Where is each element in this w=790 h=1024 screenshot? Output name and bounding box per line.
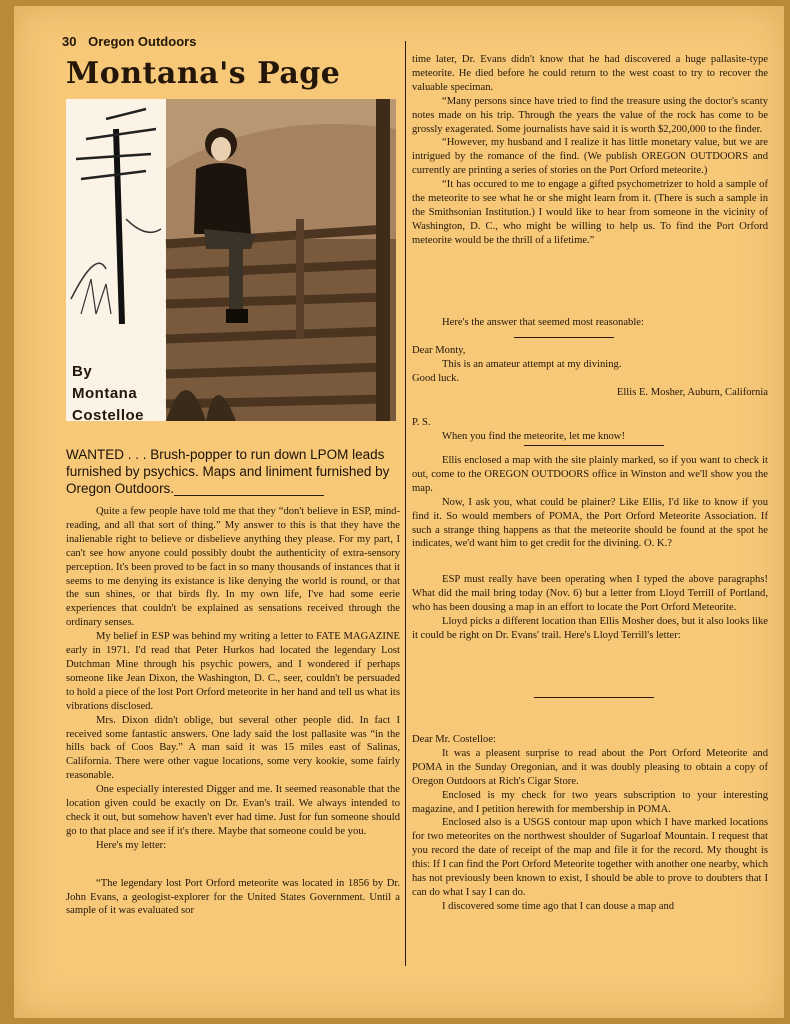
column-separator (405, 41, 406, 966)
lloyd-letter (412, 733, 768, 914)
page-number: 30 (62, 34, 77, 49)
paragraph: “The legendary lost Port Orford meteorite was located in 1856 by Dr. John Evans, a geologist-explorer for the United States Government. Until a sample of it was evaluated sor (66, 877, 400, 917)
paragraph: Enclosed is my check for two years subscription to your interesting magazine, and I petition herewith for membership in POMA. (412, 789, 768, 815)
right-column-esp (412, 573, 768, 643)
paragraph: Ellis enclosed a map with the site plainly marked, so if you want to check it out, come to the OREGON OUTDOORS office in Winston and we'll show you the map. (412, 455, 768, 494)
wanted-notice: WANTED . . . Brush-popper to run down LPOM leads furnished by psychics. Maps and liniment furnished by Oregon Outdoors. (66, 447, 390, 496)
letter-salutation: Dear Mr. Costelloe: (412, 734, 496, 745)
paragraph: “Many persons since have tried to find the treasure using the doctor's scanty notes made on his trip. Through the years the value of the rock has come to be grossly exagerated. Some journalists have said it is worth $2,200,000 to the finder. (412, 95, 768, 135)
answer-intro (412, 316, 768, 330)
paragraph: I discovered some time ago that I can douse a map and (442, 900, 675, 912)
paragraph: My belief in ESP was behind my writing a letter to FATE MAGAZINE early in 1971. I'd read that Peter Hurkos had located the legendary Lost Dutchman Mine through his psychic powers, and I wondered if perhaps someone like Jean Dixon, the Washington, D. C., seer, couldn't be persuaded to hold a piece of the lost Port Orford meteorite in her hand and tell us what its vibrations disclosed. (66, 631, 400, 712)
ellis-letter (412, 344, 768, 443)
paragraph: It was a pleasent surprise to read about the Port Orford Meteorite and POMA in the Sunday Oregonian, and it was doubly pleasing to obtain a copy of Oregon Outdoors at Rich's Cigar Store. (412, 747, 768, 787)
paragraph: “However, my husband and I realize it has little monetary value, but we are intrigued by the romance of the find. (We publish OREGON OUTDOORS and currently are printing a series of stories on the Port Orford meteorite.) (412, 137, 768, 177)
right-column-top (412, 53, 768, 248)
divider (524, 445, 664, 446)
page-header (62, 34, 204, 49)
paragraph: time later, Dr. Evans didn't know that he had discovered a huge pallasite-type meteorite. He died before he could return to the west coast to try to recover the valuable speciman. (412, 54, 768, 93)
letter-salutation: Dear Monty, (412, 345, 466, 356)
letter-signature: Ellis E. Mosher, Auburn, California (616, 386, 768, 398)
ps-text: When you find the meteorite, let me know! (442, 430, 625, 442)
answer-intro-text: Here's the answer that seemed most reasonable: (442, 317, 644, 328)
paragraph: Now, I ask you, what could be plainer? Like Ellis, I'd like to know if you find it. So would members of POMA, the Port Orford Meteorite Association. If such a strange thing happens as that the meteorite should be found at the spot he indicates, we'd want him to get credit for the divining. O. K.? (412, 496, 768, 550)
byline (72, 361, 144, 427)
paragraph: Here's my letter: (96, 839, 167, 851)
byline-line-2: Montana (72, 385, 138, 402)
letter-body: This is an amateur attempt at my divining. (442, 358, 622, 370)
letter-closing: Good luck. (412, 372, 460, 384)
page-title: Montana's Page (66, 56, 341, 91)
ps-label: P. S. (412, 416, 431, 428)
paragraph: Quite a few people have told me that they “don't believe in ESP, mind-reading, and all that sort of thing.” My answer to this is that they have the inalienable right to believe or disbelieve anything they please. For my part, I can't see how anyone could possibly doubt the authenticity of extra-sensory perception. It's been proved to be fact in so many thousands of instances that it seems to me denying its existance is like denying the world is round, or that the sun shines, or that birds fly. In my own life, I've had some eerie experiences that couldn't be explained as sensations received through the ordinary senses. (66, 506, 400, 629)
paragraph: One especially interested Digger and me. It seemed reasonable that the location given could be exactly on Dr. Evan's trail. We always intended to check it out, but somehow haven't ever had time. Just for fun someone should go to that place and see if it's there. Maybe that someone could be you. (66, 784, 400, 837)
right-column-middle (412, 454, 768, 551)
paragraph: Enclosed also is a USGS contour map upon which I have marked locations for two meteorites on the northwest shoulder of Sugarloaf Mountain. I request that you record the date of receipt of the map and file it for the record. My thought is this: If I can find the Port Orford Meteorite together with another one nearby, which has not previously been known to exist, I should be able to prove to doubters that I can do what I say I can do. (412, 817, 768, 898)
magazine-name: Oregon Outdoors (88, 34, 197, 49)
divider (174, 495, 324, 496)
paragraph: “It has occured to me to engage a gifted psychometrizer to hold a sample of the meteorite to see what he or she might learn from it. (There is such a sample in the Smithsonian Institution.) I would like to hear from someone in the vicinity of Washington, D. C., who might be willing to help us. To find the Port Orford meteorite would be the thrill of a lifetime.” (412, 179, 768, 246)
paragraph: ESP must really have been operating when I typed the above paragraphs! What did the mail bring today (Nov. 6) but a letter from Lloyd Terrill of Portland, who has been dousing a map in an effort to locate the Port Orford Meteorite. (412, 574, 768, 613)
paragraph: Lloyd picks a different location than Ellis Mosher does, but it also looks like it could be right on Dr. Evans' trail. Here's Lloyd Terrill's letter: (412, 615, 768, 641)
byline-line-3: Costelloe (72, 407, 145, 424)
byline-line-1: By (72, 363, 93, 380)
magazine-page (14, 6, 784, 1018)
divider (514, 337, 614, 338)
divider (534, 697, 654, 698)
left-column (66, 505, 400, 918)
paragraph: Mrs. Dixon didn't oblige, but several other people did. In fact I received some fantastic answers. One lady said the lost pallasite was “in the hills back of Coos Bay.” A man said it was 15 miles east of Salinas, California. There were other vague locations, some very kookie, some fairly reasonable. (66, 714, 400, 782)
